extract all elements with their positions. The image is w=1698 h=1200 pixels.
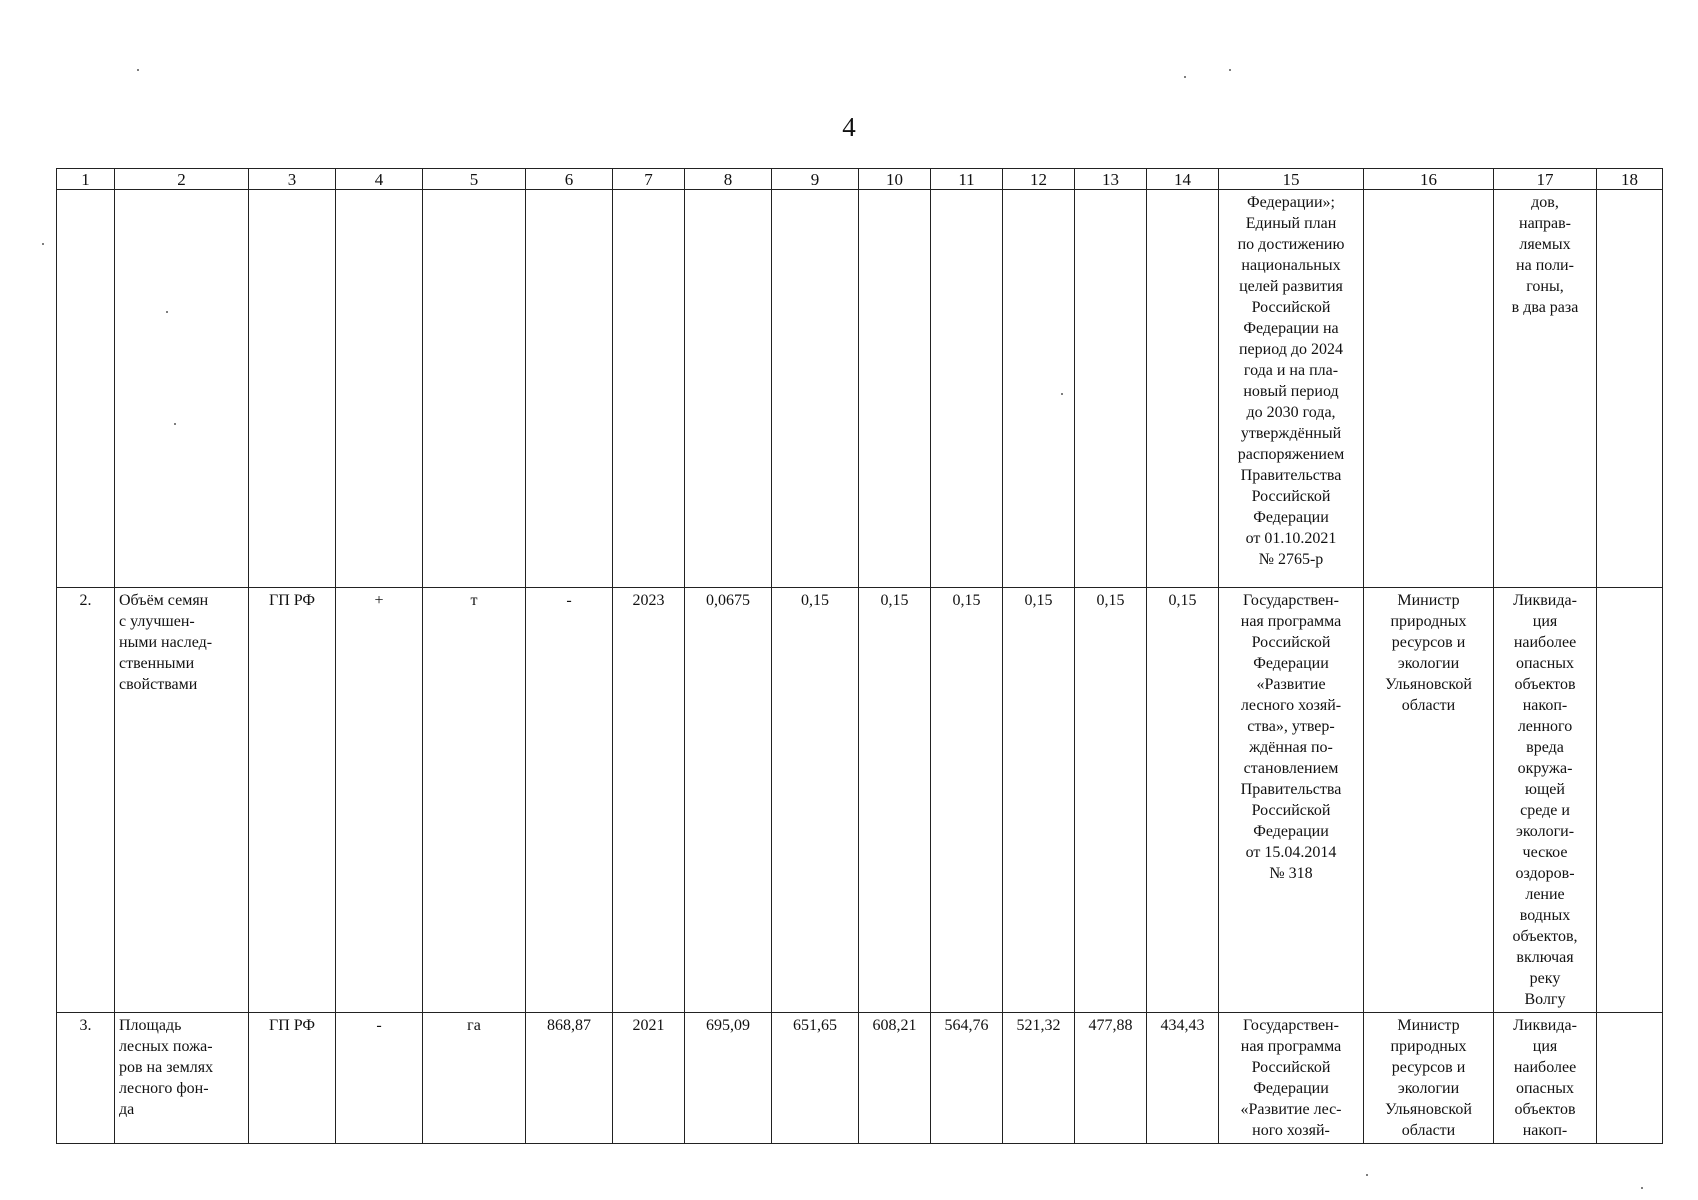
cell-document: Государствен- ная программа Российской Федерации «Развитие лесного хозяй- ства», утвер- ждённая по- становлением Правительства Российской Федерации от 15.04.2014 № 318 bbox=[1219, 588, 1364, 1013]
cell-goal: Ликвида- ция наиболее опасных объектов накоп- bbox=[1494, 1013, 1597, 1144]
cell-value bbox=[1147, 190, 1219, 588]
header-cell: 1 bbox=[57, 169, 115, 190]
cell-note bbox=[1597, 190, 1663, 588]
cell-source bbox=[249, 190, 336, 588]
header-cell: 17 bbox=[1494, 169, 1597, 190]
page-number: 4 bbox=[842, 112, 856, 142]
cell-value: 0,15 bbox=[1075, 588, 1147, 1013]
scan-speck bbox=[166, 311, 168, 313]
cell-note bbox=[1597, 1013, 1663, 1144]
scan-speck bbox=[1229, 69, 1231, 71]
cell-source: ГП РФ bbox=[249, 588, 336, 1013]
cell-unit: га bbox=[423, 1013, 526, 1144]
cell-value: 434,43 bbox=[1147, 1013, 1219, 1144]
cell-value: 0,15 bbox=[859, 588, 931, 1013]
header-cell: 3 bbox=[249, 169, 336, 190]
header-cell: 5 bbox=[423, 169, 526, 190]
cell-value bbox=[931, 190, 1003, 588]
cell-responsible: Министр природных ресурсов и экологии Ульяновской области bbox=[1364, 1013, 1494, 1144]
scan-speck bbox=[1184, 76, 1186, 78]
row-number: 2. bbox=[57, 588, 115, 1013]
scan-speck bbox=[137, 69, 139, 71]
cell-value bbox=[859, 190, 931, 588]
row-number: 3. bbox=[57, 1013, 115, 1144]
header-cell: 10 bbox=[859, 169, 931, 190]
cell-value: 651,65 bbox=[772, 1013, 859, 1144]
cell-value: 0,0675 bbox=[685, 588, 772, 1013]
cell-document: Федерации»; Единый план по достижению национальных целей развития Российской Федерации на период до 2024 года и на пла- новый период до 2030 года, утверждённый распоряжением Правительства Российской Федерации от 01.10.2021 № 2765-р bbox=[1219, 190, 1364, 588]
cell-value: 477,88 bbox=[1075, 1013, 1147, 1144]
table-header-row bbox=[57, 169, 1663, 190]
cell-value: 608,21 bbox=[859, 1013, 931, 1144]
cell-value bbox=[1003, 190, 1075, 588]
header-cell: 8 bbox=[685, 169, 772, 190]
indicators-table bbox=[56, 168, 1663, 1144]
scan-speck bbox=[174, 423, 176, 425]
cell-value: 521,32 bbox=[1003, 1013, 1075, 1144]
cell-goal: Ликвида- ция наиболее опасных объектов накоп- ленного вреда окружа- ющей среде и экологи- ческое оздоров- ление водных объектов, включая реку Волгу bbox=[1494, 588, 1597, 1013]
cell-note bbox=[1597, 588, 1663, 1013]
cell-value bbox=[1075, 190, 1147, 588]
cell-base-value bbox=[526, 190, 613, 588]
cell-value: 0,15 bbox=[1003, 588, 1075, 1013]
header-cell: 2 bbox=[115, 169, 249, 190]
header-cell: 16 bbox=[1364, 169, 1494, 190]
cell-base-value: 868,87 bbox=[526, 1013, 613, 1144]
header-cell: 4 bbox=[336, 169, 423, 190]
indicator-name: Площадь лесных пожа- ров на землях лесного фон- да bbox=[115, 1013, 249, 1144]
cell-trend bbox=[336, 190, 423, 588]
cell-value: 0,15 bbox=[1147, 588, 1219, 1013]
header-cell: 6 bbox=[526, 169, 613, 190]
row-number bbox=[57, 190, 115, 588]
header-cell: 14 bbox=[1147, 169, 1219, 190]
cell-responsible: Министр природных ресурсов и экологии Ульяновской области bbox=[1364, 588, 1494, 1013]
cell-value bbox=[772, 190, 859, 588]
cell-unit: т bbox=[423, 588, 526, 1013]
scan-speck bbox=[1366, 1174, 1368, 1176]
cell-unit bbox=[423, 190, 526, 588]
cell-responsible bbox=[1364, 190, 1494, 588]
cell-base-year: 2021 bbox=[613, 1013, 685, 1144]
header-cell: 11 bbox=[931, 169, 1003, 190]
header-cell: 15 bbox=[1219, 169, 1364, 190]
indicator-name bbox=[115, 190, 249, 588]
header-cell: 7 bbox=[613, 169, 685, 190]
header-cell: 18 bbox=[1597, 169, 1663, 190]
scan-speck bbox=[1641, 1187, 1643, 1189]
header-cell: 9 bbox=[772, 169, 859, 190]
scan-speck bbox=[1061, 393, 1063, 395]
cell-base-year bbox=[613, 190, 685, 588]
cell-value bbox=[685, 190, 772, 588]
cell-value: 564,76 bbox=[931, 1013, 1003, 1144]
table-row bbox=[57, 588, 1663, 1013]
cell-trend: + bbox=[336, 588, 423, 1013]
header-cell: 13 bbox=[1075, 169, 1147, 190]
cell-goal: дов, направ- ляемых на поли- гоны, в два раза bbox=[1494, 190, 1597, 588]
cell-base-year: 2023 bbox=[613, 588, 685, 1013]
cell-document: Государствен- ная программа Российской Федерации «Развитие лес- ного хозяй- bbox=[1219, 1013, 1364, 1144]
indicator-name: Объём семян с улучшен- ными наслед- ственными свойствами bbox=[115, 588, 249, 1013]
table-row bbox=[57, 190, 1663, 588]
cell-trend: - bbox=[336, 1013, 423, 1144]
cell-value: 695,09 bbox=[685, 1013, 772, 1144]
scan-speck bbox=[42, 243, 44, 245]
cell-base-value: - bbox=[526, 588, 613, 1013]
cell-source: ГП РФ bbox=[249, 1013, 336, 1144]
header-cell: 12 bbox=[1003, 169, 1075, 190]
table-row bbox=[57, 1013, 1663, 1144]
cell-value: 0,15 bbox=[772, 588, 859, 1013]
cell-value: 0,15 bbox=[931, 588, 1003, 1013]
